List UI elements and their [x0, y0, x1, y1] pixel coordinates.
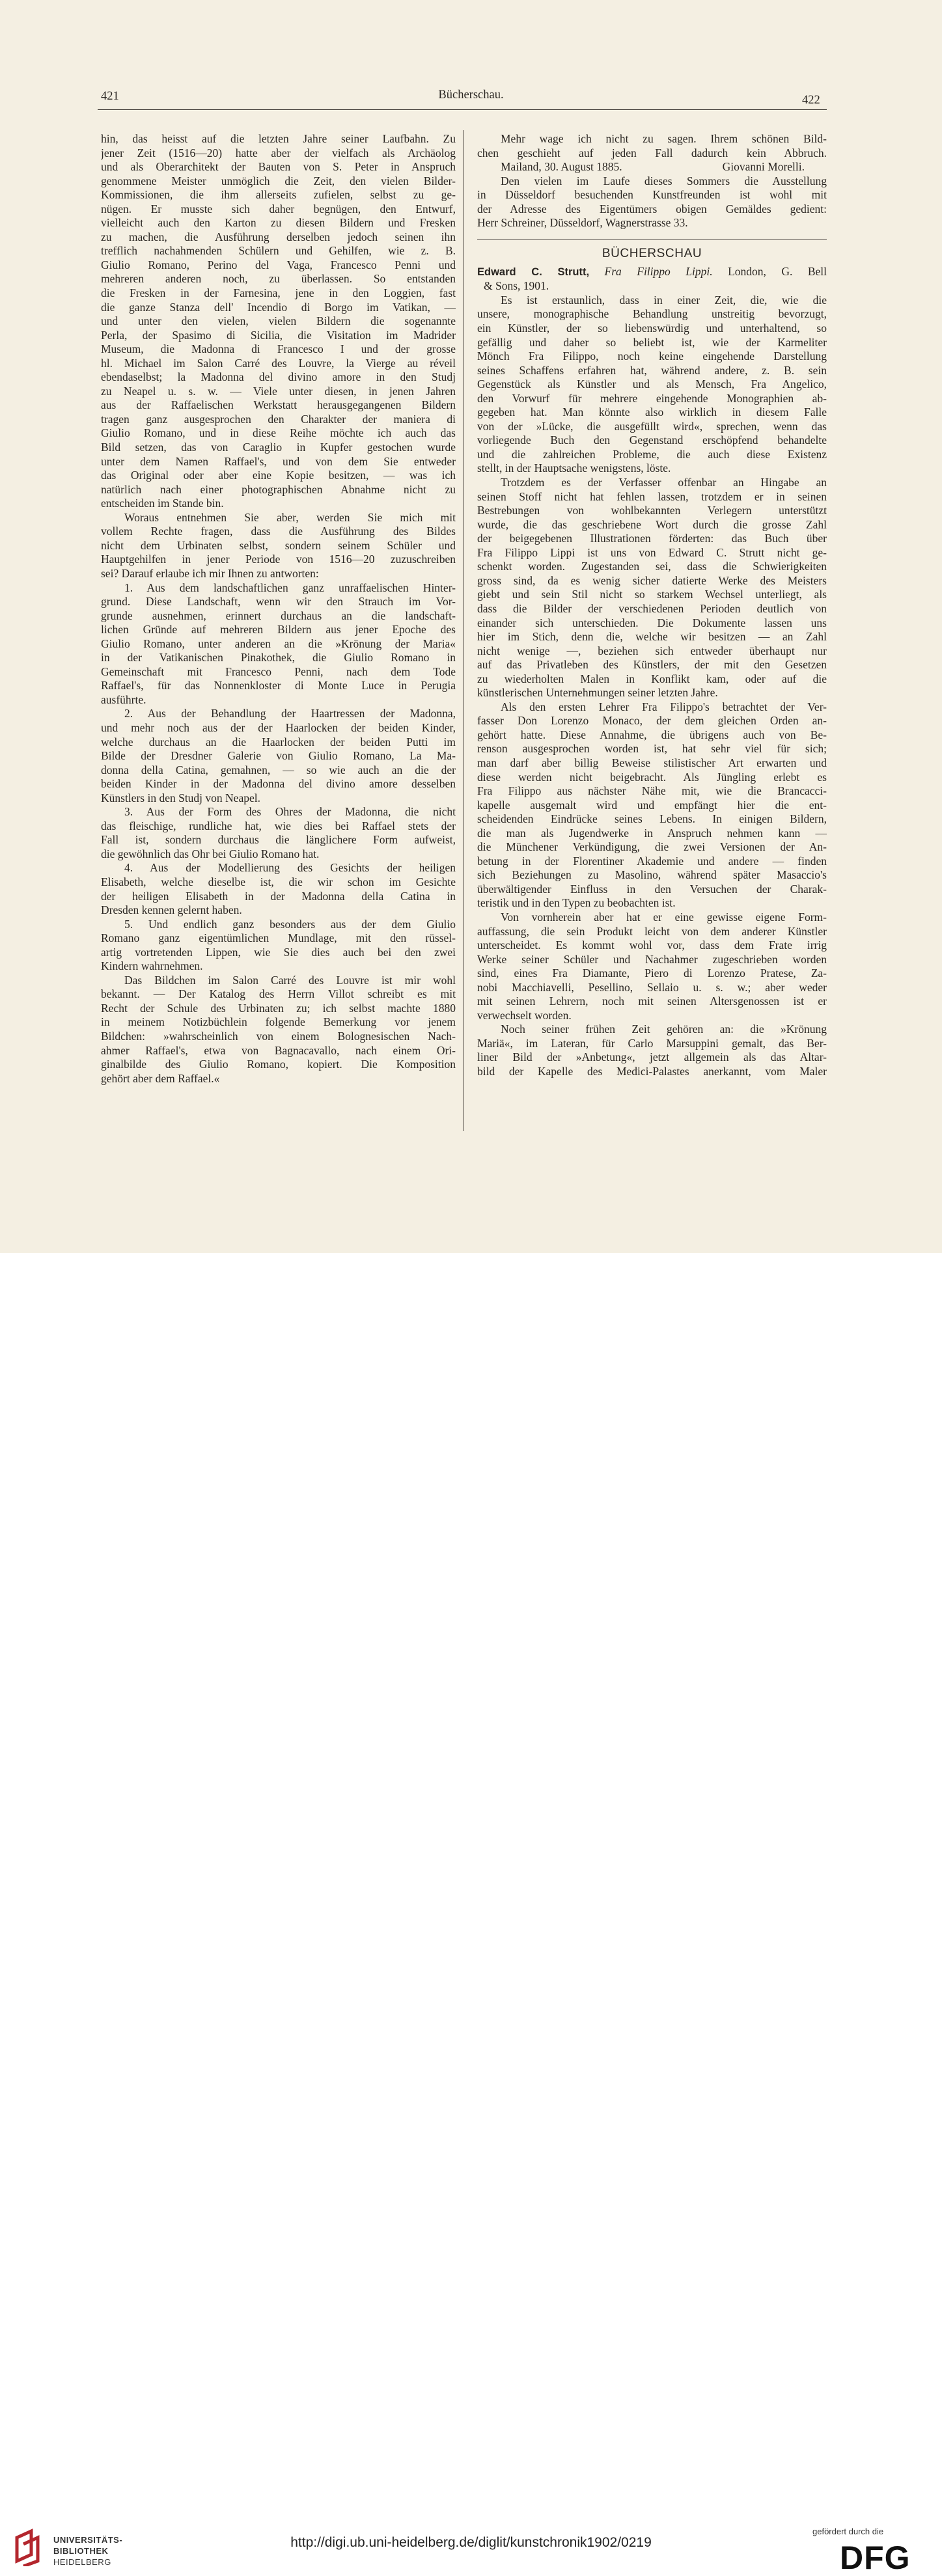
text-line: 2. Aus der Behandlung der Haartressen der Madonna,: [124, 707, 456, 720]
review-citation: [477, 265, 827, 280]
text-line: künstlerischen Unternehmungen seiner letzten Jahre.: [477, 686, 718, 700]
text-line: Gemeinschaft mit Francesco Penni, nach dem Tode: [101, 665, 456, 678]
text-line: dass die Bilder der verschiedenen Perioden deutlich von: [477, 601, 827, 615]
review-book-title: Fra Filippo Lippi.: [604, 264, 713, 278]
text-line: nügen. Er musste sich daher begnügen, den Entwurf,: [101, 202, 456, 215]
text-line: zu wiederholten Malen in Konflikt kam, oder auf die: [477, 672, 827, 685]
text-line: den Vorwurf für mehrere eingehende Monographien ab-: [477, 391, 827, 405]
text-line: diese werden nicht beigebracht. Als Jüngling erlebt es: [477, 770, 827, 784]
text-line: Recht der Schule des Urbinaten zu; ich selbst machte 1880: [101, 1001, 456, 1015]
text-line: Gegenstück als Künstler und als Mensch, Fra Angelico,: [477, 377, 827, 391]
text-line: genommene Meister unmöglich die Zeit, den vielen Bilder-: [101, 174, 456, 187]
text-line: nicht wenige —, beziehen sich entweder überhaupt nur: [477, 644, 827, 657]
review-body: [477, 294, 827, 1079]
text-line: ebendaselbst; la Madonna del divino amore in den Studj: [101, 370, 456, 384]
text-line: sind, eines Fra Diamante, Piero di Lorenzo Pratese, Za-: [477, 966, 827, 980]
text-line: einander sich unterschieden. Die Dokumente lassen uns: [477, 616, 827, 629]
text-line: Herr Schreiner, Düsseldorf, Wagnerstrasse 33.: [477, 216, 688, 230]
text-line: das fleischige, rundliche hat, wie dies bei Raffael stets der: [101, 819, 456, 832]
text-line: wurde, die das geschriebene Wort durch die grosse Zahl: [477, 517, 827, 531]
text-line: zu machen, die Ausführung derselben jedoch seinen ihn: [101, 230, 456, 243]
text-line: Giulio Romano, unter anderen an die »Krönung der Maria«: [101, 637, 456, 650]
library-name-line1: UNIVERSITÄTS-: [53, 2535, 123, 2545]
text-line: mit seinen Lehrern, noch mit seinen Altersgenossen ist er: [477, 994, 827, 1008]
text-line: Kommissionen, die ihm allerseits zufielen, selbst zu ge-: [101, 188, 456, 202]
text-line: Mariä«, im Lateran, für Carlo Marsuppini gemalt, das Ber-: [477, 1036, 827, 1050]
text-line: Den vielen im Laufe dieses Sommers die Ausstellung: [501, 174, 827, 187]
page-number-left: 421: [101, 90, 119, 103]
text-line: lichen Gründe auf mehreren Bildern aus jener Epoche des: [101, 623, 456, 637]
text-line: Hauptgehilfen in jener Periode von 1516—20 zuzuschreiben: [101, 553, 456, 566]
text-line: giebt und sein Stil nicht so starkem Wechsel unterliegt, als: [477, 588, 827, 601]
text-line: donna della Catina, gemahnen, — so wie auch an die der: [101, 763, 456, 776]
text-line: ein Künstler, der so liebenswürdig und unterhaltend, so: [477, 322, 827, 335]
text-line: und als Oberarchitekt der Bauten von S. Peter in Anspruch: [101, 160, 456, 174]
running-title: Bücherschau.: [438, 89, 504, 102]
text-line: unterscheidet. Es kommt wohl vor, dass dem Frate irrig: [477, 939, 827, 952]
source-url[interactable]: http://digi.ub.uni-heidelberg.de/diglit/kunstchronik1902/0219: [290, 2535, 652, 2550]
text-line: vielleicht auch den Karton zu diesen Bildern und Fresken: [101, 216, 456, 230]
text-line: ausführte.: [101, 692, 146, 706]
text-line: betung in der Florentiner Akademie und andere — finden: [477, 854, 827, 868]
text-line: Mehr wage ich nicht zu sagen. Ihrem schönen Bild-: [501, 132, 827, 145]
text-line: von der »Lücke, die ausgefüllt wird«, sprechen, wenn das: [477, 419, 827, 433]
text-line: sei? Darauf erlaube ich mir Ihnen zu antworten:: [101, 566, 319, 580]
text-line: hin, das heisst auf die letzten Jahre seiner Laufbahn. Zu: [101, 132, 456, 145]
text-line: die gewöhnlich das Ohr bei Giulio Romano hat.: [101, 847, 320, 860]
text-line: tragen ganz ausgesprochen den Charakter der maniera di: [101, 412, 456, 426]
text-line: auf das Privatleben des Künstlers, der mit den Gesetzen: [477, 658, 827, 672]
text-line: trefflich nachahmenden Schülern und Gehilfen, wie z. B.: [101, 244, 456, 258]
text-line: gegeben hat. Man könnte also wirklich in diesem Falle: [477, 405, 827, 419]
text-line: gefällig und daher so beliebt ist, wie der Karmeliter: [477, 335, 827, 349]
text-line: Raffael's, für das Nonnenkloster di Monte Luce in Perugia: [101, 679, 456, 692]
header-rule: [98, 109, 827, 110]
text-line: beiden Kinder in der Madonna del divino amore desselben: [101, 777, 456, 791]
signature-place-date: Mailand, 30. August 1885.: [501, 160, 622, 174]
text-line: grund. Diese Landschaft, wenn wir den Strauch im Vor-: [101, 595, 456, 609]
text-line: liner Bild der »Anbetung«, jetzt allgemein als das Altar-: [477, 1050, 827, 1064]
text-line: hier im Stich, denn die, welche wir besitzen — an Zahl: [477, 630, 827, 644]
text-line: gehört hatte. Diese Annahme, die übrigens auch von Be-: [477, 728, 827, 741]
owner-note: [477, 174, 827, 230]
letter-signature: [477, 160, 827, 174]
review-author: Edward C. Strutt,: [477, 266, 590, 278]
text-line: vollem Rechte fragen, dass die Ausführung des Bildes: [101, 525, 456, 538]
text-line: seinen Stoff nicht hat fehlen lassen, trotzdem er in seinen: [477, 489, 827, 503]
text-line: vorliegende Buch den Gegenstand erschöpfend behandelte: [477, 433, 827, 447]
text-line: Museum, die Madonna di Francesco I und der grosse: [101, 342, 456, 356]
text-line: Fra Filippo Lippi ist uns von Edward C. Strutt nicht ge-: [477, 545, 827, 559]
text-line: Perla, der Spasimo di Sicilia, die Visitation im Madrider: [101, 328, 456, 342]
text-line: in meinem Notizbüchlein folgende Bemerkung vor jenem: [101, 1015, 456, 1029]
text-line: renson ausgesprochen worden ist, hat sehr viel für sich;: [477, 742, 827, 756]
text-line: Als den ersten Lehrer Fra Filippo's betrachtet der Ver-: [501, 700, 827, 713]
text-line: fasser Don Lorenzo Monaco, der dem gleichen Orden an-: [477, 714, 827, 728]
text-line: nobi Macchiavelli, Pesellino, Sellaio u. s. w.; aber weder: [477, 980, 827, 994]
text-line: ginalbilde des Giulio Romano, kopiert. Die Komposition: [101, 1058, 456, 1071]
text-line: Das Bildchen im Salon Carré des Louvre ist mir wohl: [124, 973, 456, 987]
text-line: der beigegebenen Illustrationen förderten: das Buch über: [477, 532, 827, 545]
text-line: Romano ganz eigentümlichen Mundlage, mit den rüssel-: [101, 931, 456, 945]
text-line: 4. Aus der Modellierung des Gesichts der heiligen: [124, 861, 456, 875]
text-line: schenkt worden. Zugestanden sei, dass die Schwierigkeiten: [477, 560, 827, 573]
letter-ending: [477, 132, 827, 160]
dfg-logo: DFG: [840, 2540, 911, 2576]
library-name-line3: HEIDELBERG: [53, 2557, 111, 2567]
text-line: sich Beziehungen zu Masolino, während später Masaccio's: [477, 868, 827, 882]
text-line: der heiligen Elisabeth in der Madonna della Catina in: [101, 889, 456, 903]
text-line: unsere, monographische Behandlung unstreitig bevorzugt,: [477, 307, 827, 321]
right-column: [477, 132, 827, 1079]
text-line: bild der Kapelle des Medici-Palastes anerkannt, vom Maler: [477, 1065, 827, 1078]
text-line: nicht dem Urbinaten selbst, sondern seinem Schüler und: [101, 538, 456, 552]
text-line: gehört aber dem Raffael.«: [101, 1071, 220, 1085]
text-line: verwechselt worden.: [477, 1008, 572, 1022]
text-line: Elisabeth, welche dieselbe ist, die wir schon im Gesichte: [101, 875, 456, 888]
text-line: Dresden kennen gelernt haben.: [101, 903, 242, 917]
text-line: gross sind, da es wenig sicher datierte Werke des Meisters: [477, 573, 827, 587]
text-line: grunde ausnehmen, erinnert durchaus an die landschaft-: [101, 609, 456, 622]
text-line: ahmer Raffael's, etwa von Bagnacavallo, nach einem Ori-: [101, 1043, 456, 1057]
text-line: welche durchaus an die Haarlocken der beiden Putti im: [101, 735, 456, 748]
text-line: Fall ist, sondern durchaus die länglichere Form aufweist,: [101, 833, 456, 847]
text-line: entscheiden im Stande bin.: [101, 497, 224, 510]
text-line: Woraus entnehmen Sie aber, werden Sie mich mit: [124, 510, 456, 524]
text-line: Mönch Fra Filippo, noch keine eingehende Darstellung: [477, 349, 827, 363]
text-line: stellt, in der Hauptsache wenigstens, löste.: [477, 461, 671, 475]
text-line: die Fresken in der Farnesina, jene in den Loggien, fast: [101, 286, 456, 300]
text-line: Künstlers in den Studj von Neapel.: [101, 791, 260, 804]
text-line: man darf aber billig Beweise stilistischer Art erwarten und: [477, 756, 827, 769]
text-line: Fra Filippo aus nächster Nähe mit, wie die Brancacci-: [477, 784, 827, 798]
text-line: 1. Aus dem landschaftlichen ganz unraffaelischen Hinter-: [124, 581, 456, 594]
text-line: Noch seiner frühen Zeit gehören an: die »Krönung: [501, 1022, 827, 1036]
page-number-right: 422: [802, 94, 820, 107]
text-line: Bilde der Dresdner Galerie von Giulio Romano, La Ma-: [101, 749, 456, 763]
text-line: bekannt. — Der Katalog des Herrn Villot schreibt es mit: [101, 987, 456, 1001]
text-line: scheidenden Eindrücke seines Lebens. In einigen Bildern,: [477, 812, 827, 826]
text-line: Giulio Romano, Perino del Vaga, Francesco Penni und: [101, 258, 456, 271]
text-line: die ganze Stanza dell' Incendio di Borgo im Vatikan, —: [101, 300, 456, 314]
text-line: Kindern wahrnehmen.: [101, 959, 203, 973]
left-column: [101, 132, 456, 1086]
text-line: artig vortretenden Lippen, wie Sie dies auch bei den zwei: [101, 945, 456, 959]
library-name-line2: BIBLIOTHEK: [53, 2546, 109, 2556]
text-line: der Adresse des Eigentümers obigen Gemäldes gedient:: [477, 202, 827, 215]
text-line: chen geschieht auf jeden Fall dadurch kein Abbruch.: [477, 146, 827, 159]
text-line: Bestrebungen von wohlbekannten Verlegern unterstützt: [477, 504, 827, 517]
review-publisher-cont: & Sons, 1901.: [484, 279, 549, 293]
text-line: Werke seiner Schüler und Nachahmer zugeschrieben worden: [477, 952, 827, 966]
text-line: aus der Raffaelischen Werkstatt herausgegangenen Bildern: [101, 398, 456, 412]
scanned-page: [0, 0, 942, 1253]
text-line: Von vornherein aber hat er eine gewisse eigene Form-: [501, 910, 827, 924]
footer-bar: [0, 1253, 942, 2576]
text-line: natürlich nach einer photographischen Abnahme nicht zu: [101, 482, 456, 496]
text-line: in der Vatikanischen Pinakothek, die Giulio Romano in: [101, 651, 456, 665]
text-line: Bildchen: »wahrscheinlich von einem Bolognesischen Nach-: [101, 1030, 456, 1043]
text-line: und die zahlreichen Probleme, die auch diese Existenz: [477, 447, 827, 461]
text-line: 3. Aus der Form des Ohres der Madonna, die nicht: [124, 805, 456, 819]
section-title: BÜCHERSCHAU: [602, 246, 702, 260]
funding-caption: gefördert durch die: [812, 2527, 884, 2536]
text-line: und unter den vielen, vielen Bildern die sogenannte: [101, 314, 456, 328]
text-line: kapelle ausgemalt wird und empfängt hier die ent-: [477, 798, 827, 812]
text-line: teristik und in den Typen zu beobachten ist.: [477, 896, 676, 910]
text-line: überwältigender Einfluss in den Versuchen der Charak-: [477, 882, 827, 896]
text-line: Trotzdem es der Verfasser offenbar an Hingabe an: [501, 476, 827, 489]
text-line: auffassung, die sein Produkt leicht von dem anderer Künstler: [477, 924, 827, 938]
text-line: zu Neapel u. s. w. — Viele unter diesen, in jenen Jahren: [101, 384, 456, 398]
text-line: Bild setzen, das von Caraglio in Kupfer gestochen wurde: [101, 441, 456, 454]
text-line: die man als Jugendwerke in Anspruch nehmen kann —: [477, 826, 827, 840]
text-line: unter dem Namen Raffael's, und von dem Sie entweder: [101, 454, 456, 468]
text-line: jener Zeit (1516—20) hatte aber der vielfach als Archäolog: [101, 146, 456, 159]
text-line: und mehr noch aus der der Haarlocken der beiden Kinder,: [101, 720, 456, 734]
review-publisher: London, G. Bell: [728, 264, 827, 278]
text-line: Giulio Romano, und in diese Reihe möchte ich auch das: [101, 426, 456, 440]
text-line: Es ist erstaunlich, dass in einer Zeit, die, wie die: [501, 293, 827, 307]
text-line: in Düsseldorf besuchenden Kunstfreunden ist wohl mit: [477, 188, 827, 202]
text-line: die Münchener Verkündigung, die zwei Versionen der An-: [477, 840, 827, 854]
text-line: mehreren anderen noch, zu überlassen. So entstanden: [101, 272, 456, 286]
text-line: hl. Michael im Salon Carré des Louvre, la Vierge au réveil: [101, 356, 456, 370]
text-line: 5. Und endlich ganz besonders aus der dem Giulio: [124, 917, 456, 931]
text-line: das Original oder aber eine Kopie besitzen, — was ich: [101, 469, 456, 482]
signature-name: Giovanni Morelli.: [722, 160, 805, 174]
text-line: seines Schaffens erfahren hat, während andere, z. B. sein: [477, 363, 827, 377]
